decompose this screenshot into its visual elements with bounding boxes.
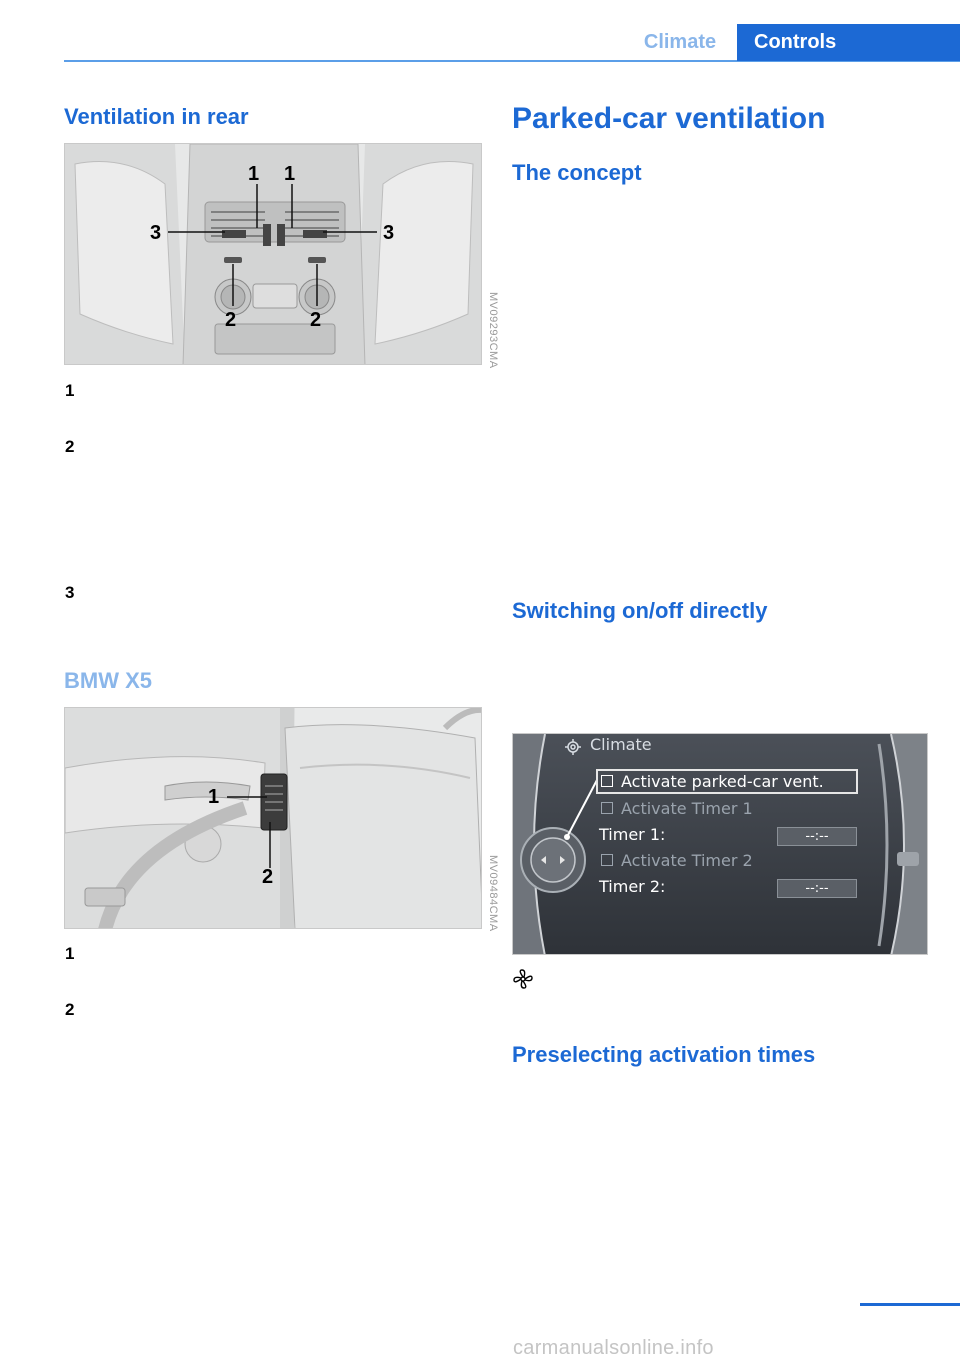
callout-1a: 1: [248, 163, 260, 185]
menu-item-activate-timer-1[interactable]: Activate Timer 1: [601, 799, 753, 818]
menu-item-activate-timer-2[interactable]: Activate Timer 2: [601, 851, 753, 870]
x5-callout-1: 1: [208, 786, 220, 808]
header-section-climate[interactable]: Climate: [643, 31, 717, 53]
subheading-bmw-x5: BMW X5: [64, 668, 152, 693]
callout-2a: 2: [225, 309, 237, 331]
timer-1-value[interactable]: --:--: [777, 827, 857, 846]
timer-2-value[interactable]: --:--: [777, 879, 857, 898]
callout-1b: 1: [284, 163, 296, 185]
heading-switching-on-off: Switching on/off directly: [512, 598, 768, 623]
page-title: Parked-car ventilation: [512, 102, 826, 135]
heading-ventilation-in-rear: Ventilation in rear: [64, 104, 249, 129]
header-chapter-controls[interactable]: Controls: [737, 24, 960, 61]
heading-preselecting-activation-times: Preselecting activation times: [512, 1042, 816, 1067]
legend2-item-2: 2: [65, 1000, 75, 1019]
image-code-2: MV09484CMA: [487, 855, 499, 932]
legend1-item-3: 3: [65, 583, 75, 602]
x5-callout-2: 2: [262, 866, 274, 888]
bpillar-vent-image: [64, 707, 482, 929]
watermark: carmanualsonline.info: [513, 1337, 714, 1359]
menu-item-timer-2[interactable]: Timer 2:: [599, 877, 666, 896]
menu-item-activate-parked-vent[interactable]: Activate parked-car vent.: [601, 772, 824, 791]
legend1-item-1: 1: [65, 381, 75, 400]
checkbox-icon: [601, 854, 613, 866]
footer-rule: [860, 1303, 960, 1306]
checkbox-icon: [601, 775, 613, 787]
checkbox-icon: [601, 802, 613, 814]
heading-the-concept: The concept: [512, 160, 642, 185]
idrive-screen: [512, 733, 928, 955]
callout-3b: 3: [383, 222, 395, 244]
image-code-1: MV09293CMA: [487, 292, 499, 369]
callout-3a: 3: [150, 222, 162, 244]
screen-title-climate: Climate: [590, 735, 652, 754]
callout-2b: 2: [310, 309, 322, 331]
menu-item-timer-1[interactable]: Timer 1:: [599, 825, 666, 844]
fan-icon: [512, 968, 534, 990]
legend1-item-2: 2: [65, 437, 75, 456]
rear-vents-image: [64, 143, 482, 365]
legend2-item-1: 1: [65, 944, 75, 963]
